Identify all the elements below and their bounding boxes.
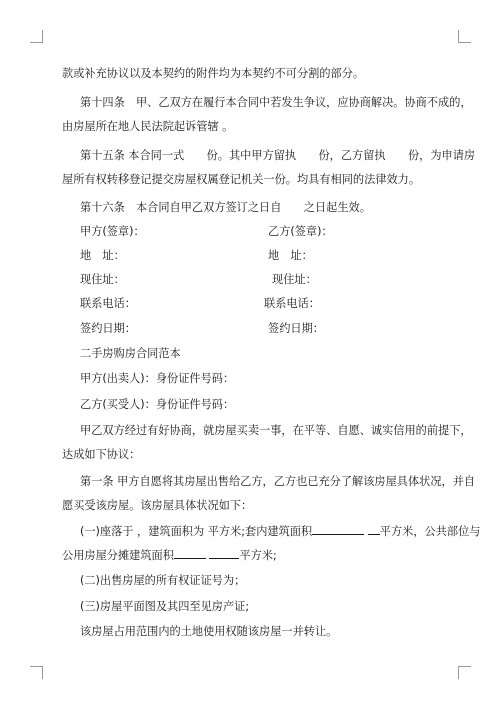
- item-1-line-2: [62, 548, 277, 563]
- land-use-line: 该房屋占用范围内的土地使用权随该房屋一并转让。: [80, 625, 338, 638]
- item-1-line-1: [80, 524, 480, 539]
- blank-underline: [312, 524, 364, 535]
- article-1-line-2: 愿买受该房屋。该房屋具体状况如下：: [62, 499, 253, 512]
- party-b-address-label: 地 址：: [268, 249, 313, 262]
- party-a-address-label: 地 址：: [80, 249, 125, 262]
- intro-line-2: 达成如下协议：: [62, 448, 141, 461]
- buyer-line: 乙方(买受人)：身份证件号码：: [80, 398, 235, 411]
- blank-underline: [368, 524, 380, 535]
- seller-line: 甲方(出卖人)：身份证件号码：: [80, 372, 235, 385]
- template-title: 二手房购房合同范本: [80, 347, 181, 360]
- crop-mark-bottom-right: [458, 666, 471, 679]
- party-b-phone-label: 联系电话：: [264, 297, 320, 310]
- article-14-line-2: 由房屋所在地人民法院起诉管辖 。: [62, 120, 234, 133]
- intro-line-1: 甲乙双方经过有好协商，就房屋买卖一事，在平等、自愿、诚实信用的前提下，: [80, 424, 472, 437]
- crop-mark-bottom-left: [30, 666, 43, 679]
- party-a-residence-label: 现住址：: [80, 273, 125, 286]
- crop-mark-top-left: [30, 30, 43, 43]
- article-15-line-2: 屋所有权转移登记提交房屋权属登记机关一份。均具有相同的法律效力。: [62, 173, 421, 186]
- article-1-line-1: 第一条 甲方自愿将其房屋出售给乙方，乙方也已充分了解该房屋具体状况，并自: [80, 475, 476, 488]
- article-14-line-1: 第十四条 甲、乙双方在履行本合同中若发生争议，应协商解决。协商不成的，: [80, 96, 472, 109]
- crop-mark-top-right: [458, 30, 471, 43]
- party-a-date-label: 签约日期：: [80, 322, 136, 335]
- paragraph-line: 款或补充协议以及本契约的附件均为本契约不可分割的部分。: [62, 67, 365, 80]
- article-16: 第十六条 本合同自甲乙双方签订之日自 之日起生效。: [80, 201, 371, 214]
- item-1-text-b: 平方米，公共部位与: [379, 525, 481, 538]
- party-b-signature-label: 乙方(签章)：: [268, 225, 333, 238]
- item-2: (二)出售房屋的所有权证证号为；: [80, 574, 246, 587]
- item-1-text-a: (一)座落于 ，建筑面积为 平方米;套内建筑面积: [80, 525, 313, 538]
- item-3: (三)房屋平面图及其四至见房产证;: [80, 600, 250, 613]
- item-1-text-d: 平方米;: [239, 549, 277, 562]
- blank-underline: [209, 548, 239, 559]
- item-1-text-c: 公用房屋分摊建筑面积: [62, 549, 174, 562]
- party-b-date-label: 签约日期：: [268, 322, 324, 335]
- article-15-line-1: 第十五条 本合同一式 份。其中甲方留执 份，乙方留执 份，为申请房: [80, 149, 476, 162]
- party-a-signature-label: 甲方(签章)：: [80, 225, 145, 238]
- party-a-phone-label: 联系电话：: [80, 297, 136, 310]
- blank-underline: [174, 548, 206, 559]
- party-b-residence-label: 现住址：: [272, 273, 317, 286]
